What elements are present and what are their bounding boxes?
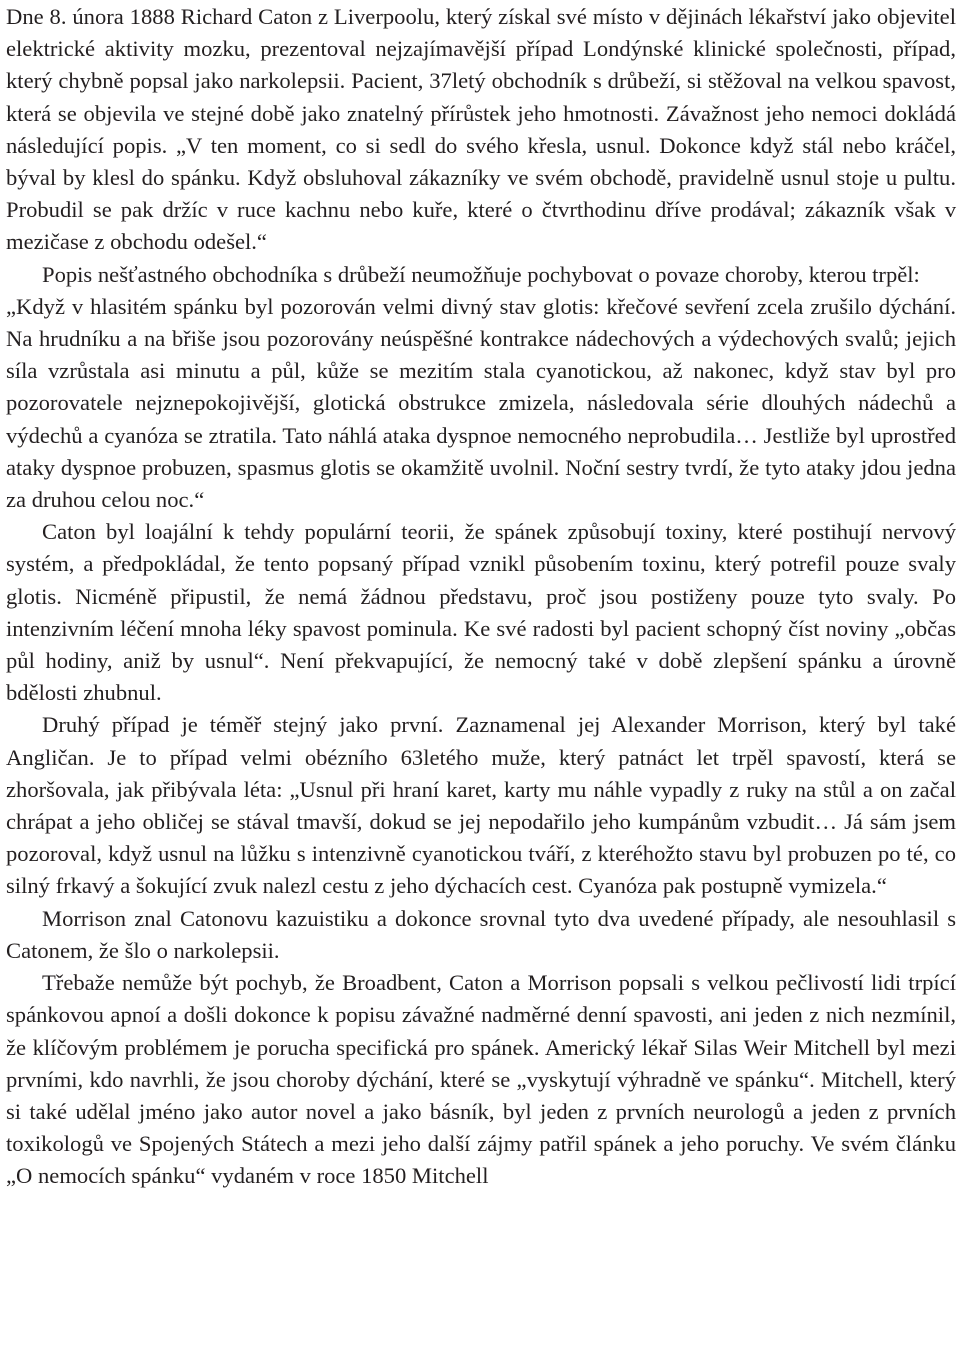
- paragraph-poultry-merchant: Popis nešťastného obchodníka s drůbeží neumožňuje pochybovat o povaze choroby, kterou trpěl:: [42, 261, 920, 287]
- paragraph-morrison-narcolepsy: Morrison znal Catonovu kazuistiku a dokonce srovnal tyto dva uvedené případy, ale nesouhlasil s Catonem, že šlo o narkolepsii.: [6, 905, 956, 963]
- paragraph-morrison-case: Druhý případ je téměř stejný jako první. Zaznamenal jej Alexander Morrison, který byl také Angličan. Je to případ velmi obézního 63letého muže, který patnáct let trpěl spavostí, která se zhoršovala, jak přibývala léta: „Usnul při hraní karet, karty mu náhle vypadly z ruky na stůl a on začal chrápat a jeho obličej se stával tmavší, dokud se jej nepodařilo jeho kumpánům vzbudit… Já sám jsem pozoroval, když usnul na lůžku s intenzivně cyanotickou tváří, z kteréhožto stavu byl probuzen po té, co silný frkavý a šokující zvuk nalezl cestu z jeho dýchacích cest. Cyanóza pak postupně vymizela.“: [6, 712, 956, 899]
- paragraph-mitchell: Třebaže nemůže být pochyb, že Broadbent, Caton a Morrison popsali s velkou pečlivostí lidi trpící spánkovou apnoí a došli dokonce k popisu závažné nadměrné denní spavosti, ani jeden z nich nezmínil, že klíčovým problémem je porucha specifická pro spánek. Americký lékař Silas Weir Mitchell byl mezi prvními, kdo navrhli, že jsou choroby dýchání, které se „vyskytují výhradně ve spánku“. Mitchell, který si také udělal jméno jako autor novel a jako básník, byl jeden z prvních neurologů a jeden z prvních toxikologů ve Spojených Státech a mezi jeho další zájmy patřil spánek a jeho poruchy. Ve svém článku „O nemocích spánku“ vydaném v roce 1850 Mitchell: [6, 970, 956, 1189]
- paragraph-caton-toxin-theory: Caton byl loajální k tehdy populární teorii, že spánek způsobují toxiny, které postihují nervový systém, a předpokládal, že tento popsaný případ vznikl působením toxinu, který potrefil pouze svaly glotis. Nicméně připustil, že nemá žádnou představu, proč jsou postiženy pouze tyto svaly. Po intenzivním léčení mnoha léky spavost pominula. Ke své radosti byl pacient schopný číst noviny „občas půl hodiny, aniž by usnul“. Není překvapující, že nemocný také v době zlepšení spánku a úrovně bdělosti zhubnul.: [6, 519, 956, 706]
- paragraph-caton-case: Dne 8. února 1888 Richard Caton z Liverpoolu, který získal své místo v dějinách lékařství jako objevitel elektrické aktivity mozku, prezentoval nejzajímavější případ Londýnské klinické společnosti, případ, který chybně popsal jako narkolepsii. Pacient, 37letý obchodník s drůbeží, si stěžoval na velkou spavost, která se objevila ve stejné době jako znatelný přírůstek jeho hmotnosti. Závažnost jeho nemoci dokládá následující popis. „V ten moment, co si sedl do svého křesla, usnul. Dokonce když stál nebo kráčel, býval by klesl do spánku. Když obsluhoval zákazníky ve svém obchodě, pravidelně usnul stoje u pultu. Probudil se pak držíc v ruce kachnu nebo kuře, které o čtvrthodinu dříve prodával; zákazník však v mezičase z obchodu odešel.“: [6, 4, 956, 255]
- paragraph-glottis-quote: „Když v hlasitém spánku byl pozorován velmi divný stav glotis: křečové sevření zcela zrušilo dýchání. Na hrudníku a na břiše jsou pozorovány neúspěšné kontrakce nádechových a výdechových svalů; jejich síla vzrůstala asi minutu a půl, kůže se mezitím stala cyanotickou, až nakonec, když stav byl pro pozorovatele nejznepokojivější, glotická obstrukce zmizela, následovala série dlouhých nádechů a výdechů a cyanóza se ztratila. Tato náhlá ataka dyspnoe nemocného neprobudila… Jestliže byl uprostřed ataky dyspnoe probuzen, spasmus glotis se okamžitě uvolnil. Noční sestry tvrdí, že tyto ataky jdou jedna za druhou celou noc.“: [6, 293, 956, 513]
